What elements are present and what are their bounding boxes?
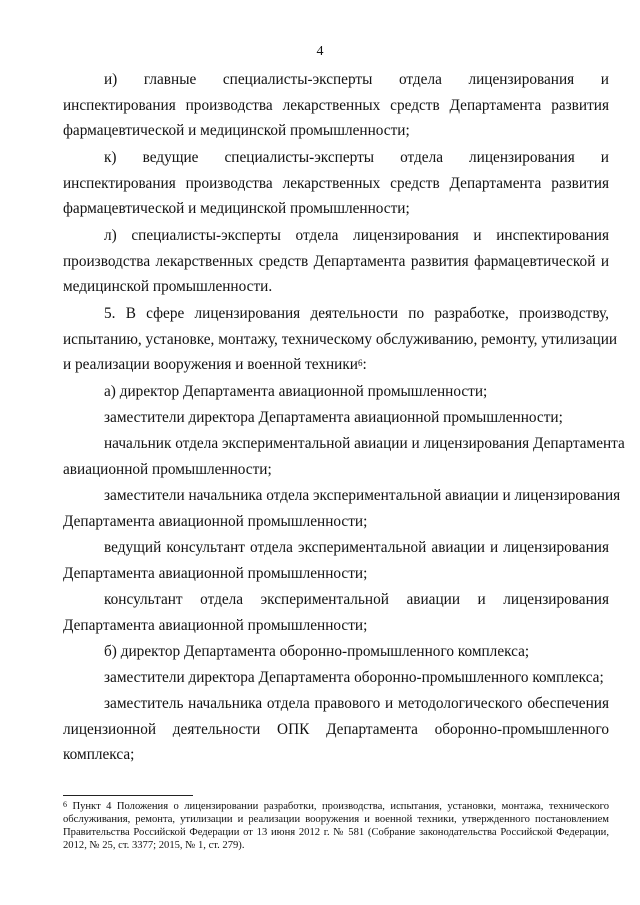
page-number: 4 bbox=[316, 44, 324, 59]
text-line: Департамента авиационной промышленности; bbox=[63, 565, 368, 582]
text-line: а) директор Департамента авиационной промышленности; bbox=[104, 383, 488, 400]
text-line: 5. В сфере лицензирования деятельности по разработке, производству, bbox=[104, 305, 609, 322]
footnote-text: Пункт 4 Положения о лицензировании разработки, производства, испытания, установки, монтажа, технического bbox=[67, 801, 609, 812]
text-line: комплекса; bbox=[63, 746, 135, 763]
text-line: инспектирования производства лекарственных средств Департамента развития bbox=[63, 175, 609, 192]
text-line: б) директор Департамента оборонно-промышленного комплекса; bbox=[104, 643, 530, 660]
footnote-divider bbox=[63, 795, 193, 796]
text-line: Департамента авиационной промышленности; bbox=[63, 617, 368, 634]
text-line bbox=[63, 355, 609, 375]
text-line: заместители начальника отдела экспериментальной авиации и лицензирования bbox=[104, 487, 621, 504]
text-line: начальник отдела экспериментальной авиации и лицензирования Департамента bbox=[104, 435, 625, 452]
text-line: заместители директора Департамента оборонно-промышленного комплекса; bbox=[104, 669, 604, 686]
text-line: фармацевтической и медицинской промышленности; bbox=[63, 200, 410, 217]
text-line-tail: : bbox=[362, 356, 367, 373]
text-line: инспектирования производства лекарственных средств Департамента развития bbox=[63, 97, 609, 114]
text-line: заместители директора Департамента авиационной промышленности; bbox=[104, 409, 563, 426]
text-line: и) главные специалисты-эксперты отдела лицензирования и bbox=[104, 71, 609, 88]
text-line: л) специалисты-эксперты отдела лицензирования и инспектирования bbox=[104, 227, 609, 244]
footnote-line bbox=[63, 800, 609, 813]
footnote-line: Правительства Российской Федерации от 13 июня 2012 г. № 581 (Собрание законодательства Российской Федерации, bbox=[63, 827, 609, 838]
footnote-reference: 6 bbox=[358, 358, 363, 368]
text-line: заместитель начальника отдела правового и методологического обеспечения bbox=[104, 695, 609, 712]
text-line: Департамента авиационной промышленности; bbox=[63, 513, 368, 530]
text-line: к) ведущие специалисты-эксперты отдела лицензирования и bbox=[104, 149, 609, 166]
text-line: производства лекарственных средств Департамента развития фармацевтической и bbox=[63, 253, 609, 270]
text-line: фармацевтической и медицинской промышленности; bbox=[63, 122, 410, 139]
text-line: лицензионной деятельности ОПК Департамента оборонно-промышленного bbox=[63, 721, 609, 738]
footnote-mark: 6 bbox=[63, 800, 67, 809]
footnote-line: обслуживания, ремонта, утилизации и реализации вооружения и военной техники, утвержденного постановлением bbox=[63, 814, 609, 825]
footnote-line: 2012, № 25, ст. 3377; 2015, № 1, ст. 279). bbox=[63, 840, 245, 851]
text-line-content: и реализации вооружения и военной техники bbox=[63, 356, 358, 373]
text-line: авиационной промышленности; bbox=[63, 461, 272, 478]
text-line: медицинской промышленности. bbox=[63, 278, 273, 295]
text-line: испытанию, установке, монтажу, техническому обслуживанию, ремонту, утилизации bbox=[63, 331, 618, 348]
text-line: ведущий консультант отдела экспериментальной авиации и лицензирования bbox=[104, 539, 609, 556]
text-line: консультант отдела экспериментальной авиации и лицензирования bbox=[104, 591, 609, 608]
